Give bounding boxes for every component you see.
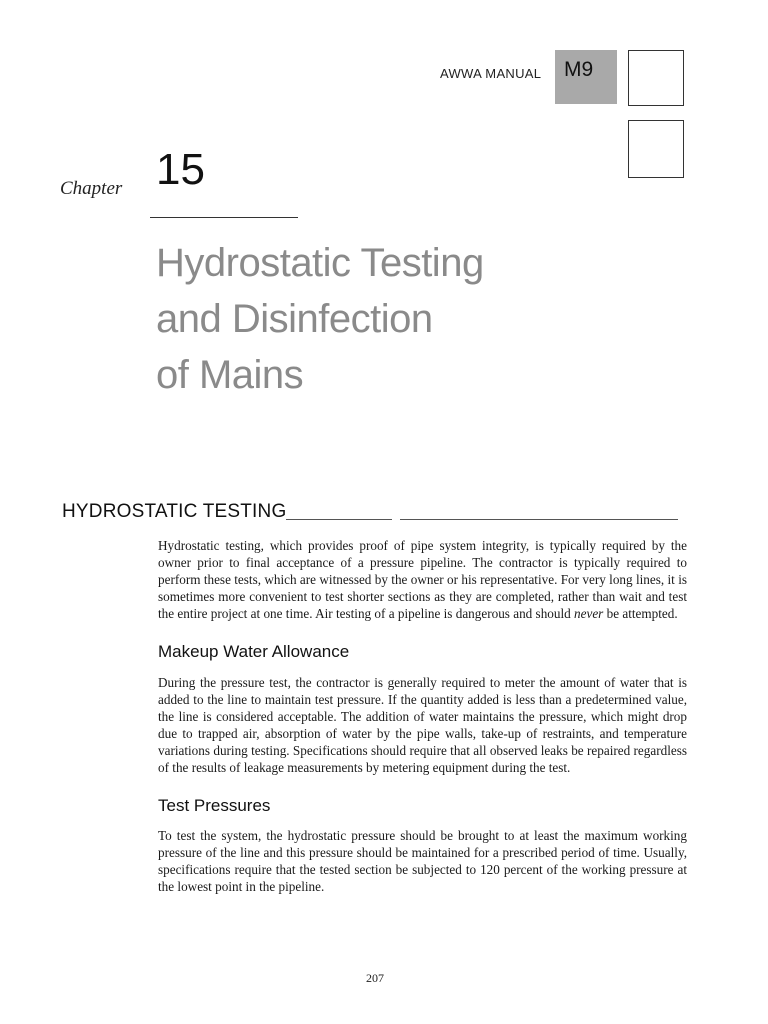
section-heading: HYDROSTATIC TESTING — [62, 501, 287, 522]
section-rule — [286, 519, 392, 520]
chapter-title-line: and Disinfection — [156, 297, 433, 341]
makeup-water-paragraph: During the pressure test, the contractor is generally required to meter the amount of water that is added to the line to maintain test pressure. If the quantity added is less than a predetermined value, the line is considered acceptable. The addition of water maintains the pressure, which might drop due to trapped air, absorption of water by the pipe walls, take-up of restraints, and temperature variations during testing. Specifications should require that all observed leaks be repaired regardless of the results of leakage measurements by metering equipment during the test. — [158, 675, 687, 775]
chapter-title-line: of Mains — [156, 353, 304, 397]
intro-paragraph — [158, 537, 687, 622]
subsection-heading-makeup-water: Makeup Water Allowance — [158, 642, 350, 661]
intro-emphasis: never — [574, 606, 604, 621]
corner-box-top — [628, 50, 684, 106]
chapter-rule — [150, 217, 298, 218]
section-rule — [400, 519, 678, 520]
subsection-heading-test-pressures: Test Pressures — [158, 796, 271, 815]
chapter-number: 15 — [156, 145, 205, 194]
manual-code-badge: M9 — [555, 50, 617, 104]
chapter-word: Chapter — [60, 178, 123, 199]
intro-text-end: be attempted. — [603, 606, 678, 621]
running-header-label: AWWA MANUAL — [440, 66, 542, 81]
intro-text: Hydrostatic testing, which provides proof of pipe system integrity, is typically required by the owner prior to final acceptance of a pressure pipeline. The contractor is typically required to perform these tests, which are witnessed by the owner or his representative. For very long lines, it is sometimes more convenient to test shorter sections as they are completed, rather than wait and test the entire project at one time. Air testing of a pipeline is dangerous and should — [158, 538, 687, 621]
chapter-title-line: Hydrostatic Testing — [156, 241, 484, 285]
corner-box-bottom — [628, 120, 684, 178]
page-number: 207 — [366, 971, 384, 985]
test-pressures-paragraph: To test the system, the hydrostatic pressure should be brought to at least the maximum working pressure of the line and this pressure should be maintained for a prescribed period of time. Usually, specifications require that the tested section be subjected to 120 percent of the working pressure at the lowest point in the pipeline. — [158, 828, 687, 894]
chapter-title — [156, 235, 484, 403]
